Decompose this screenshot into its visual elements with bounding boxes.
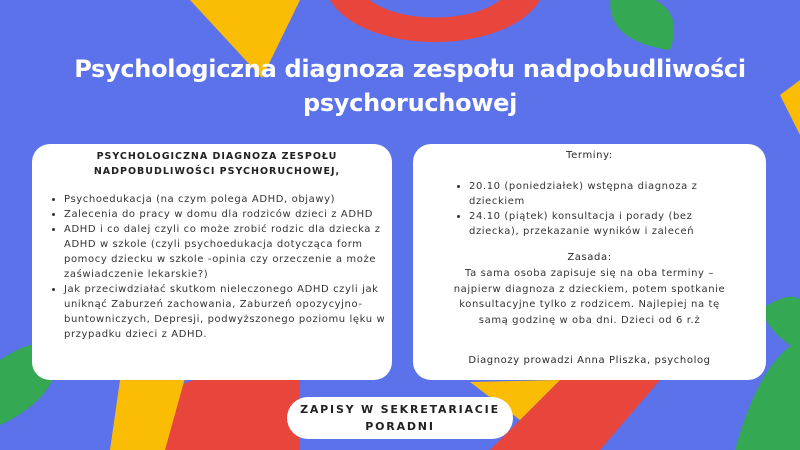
author-note: Diagnozy prowadzi Anna Pliszka, psycholog — [468, 355, 711, 366]
date-item: • 24.10 (piątek) konsultacja i porady (bez dziecka), przekazanie wyników i zaleceń — [469, 209, 739, 239]
red-arc-top — [330, 0, 540, 42]
left-info-card — [32, 144, 392, 380]
terminy-label: Terminy: — [566, 150, 613, 161]
dates-list — [455, 179, 739, 239]
page-title: Psychologiczna diagnoza zespołu nadpobudliwości psychoruchowej — [74, 55, 746, 117]
left-card-heading: PSYCHOLOGICZNA DIAGNOZA ZESPOŁU NADPOBUDLIWOŚCI PSYCHORUCHOWEJ, — [93, 151, 341, 177]
signup-badge: ZAPISY W SEKRETARIACIE PORADNI — [287, 397, 513, 439]
list-item: • Zalecenia do pracy w domu dla rodziców dzieci z ADHD — [64, 207, 398, 222]
list-item: • Psychoedukacja (na czym polega ADHD, objawy) — [64, 192, 398, 207]
list-item: • ADHD i co dalej czyli co może zrobić rodzic dla dziecka z ADHD w szkole (czyli psychoedukacja dotycząca form pomocy dziecku w szkole -opinia czy orzeczenie a może zaświadczenie lekarskie?) — [64, 222, 398, 282]
right-info-card — [413, 144, 766, 380]
green-leaf-bottom-right-small — [760, 297, 800, 350]
left-card-list — [50, 192, 398, 342]
zasada-label: Zasada: — [567, 252, 612, 263]
zasada-text: Ta sama osoba zapisuje się na oba terminy – najpierw diagnoza z dzieckiem, potem spotkanie konsultacyjne tylko z rodzicem. Najlepiej na tę samą godzinę w oba dni. Dzieci od 6 r.ż — [453, 268, 726, 326]
yellow-shape-right — [780, 80, 800, 135]
green-leaf-top-right — [610, 0, 674, 50]
date-item: • 20.10 (poniedziałek) wstępna diagnoza z dzieckiem — [469, 179, 739, 209]
list-item: • Jak przeciwdziałać skutkom nieleczonego ADHD czyli jak uniknąć Zaburzeń zachowania, Zaburzeń opozycyjno-buntowniczych, Depresji, podwyższonego poziomu lęku w przypadku dzieci z ADHD. — [64, 282, 398, 342]
